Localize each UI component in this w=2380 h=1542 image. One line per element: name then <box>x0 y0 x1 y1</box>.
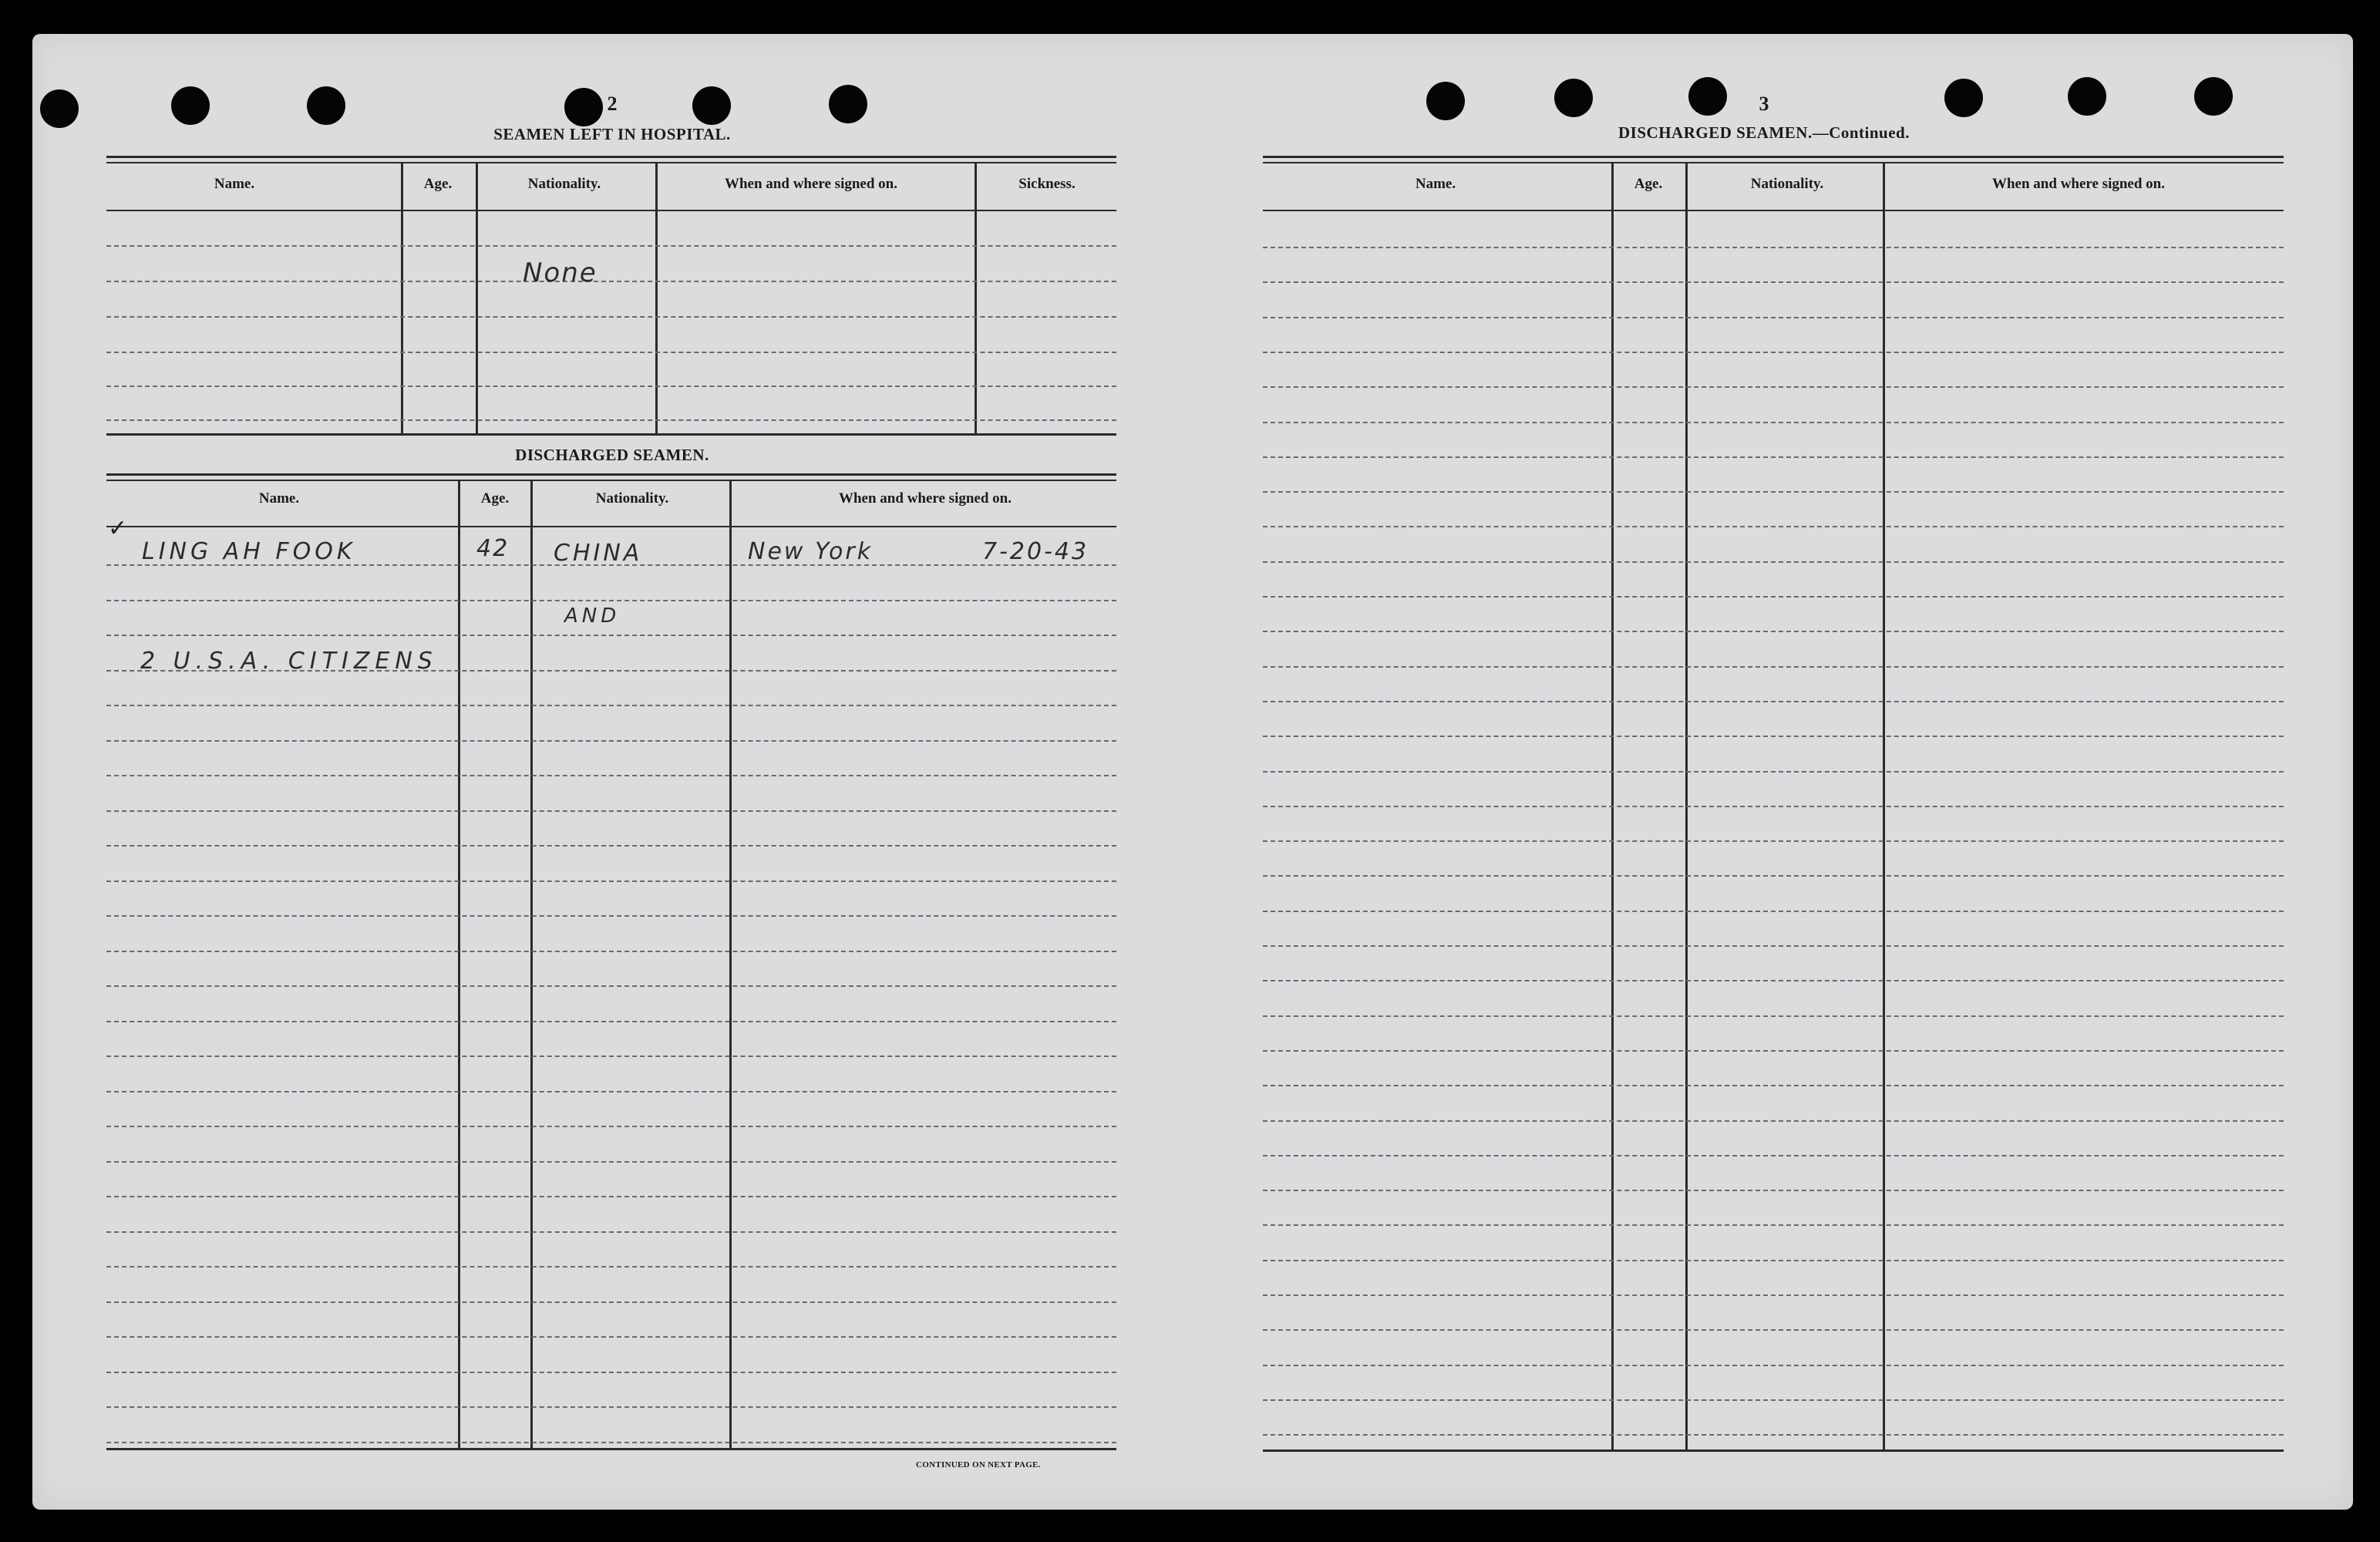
entry-line <box>1263 281 2284 283</box>
entry-line <box>106 1055 1116 1057</box>
col-header-nationality: Nationality. <box>595 490 669 507</box>
entry-line <box>1263 1015 2284 1017</box>
punch-hole <box>1944 79 1983 117</box>
entry-line <box>106 635 1116 636</box>
entry-line <box>106 600 1116 601</box>
entry-line <box>1263 1295 2284 1296</box>
entry-line <box>1263 631 2284 632</box>
rule <box>106 1448 1116 1450</box>
entry-line <box>106 740 1116 742</box>
entry-line <box>106 1196 1116 1197</box>
entry-line <box>1263 1155 2284 1156</box>
rule <box>1263 162 2284 163</box>
entry-line <box>106 1091 1116 1093</box>
page-number: 3 <box>1759 93 1769 115</box>
col-header-age: Age. <box>423 176 453 192</box>
continued-note: CONTINUED ON NEXT PAGE. <box>916 1460 1041 1470</box>
entry-line <box>106 1161 1116 1163</box>
col-header-name: Name. <box>258 490 300 507</box>
entry-line <box>1263 1085 2284 1086</box>
discharged-nationality: CHINA <box>554 540 643 567</box>
column-divider <box>458 480 460 1449</box>
entry-line <box>106 1126 1116 1127</box>
entry-line <box>106 245 1116 247</box>
rule <box>1263 156 2284 158</box>
col-header-name: Name. <box>1415 176 1456 192</box>
col-header-nationality: Nationality. <box>1750 176 1824 192</box>
entry-line <box>106 1301 1116 1303</box>
column-divider <box>655 162 658 433</box>
discharged-nationality: AND <box>564 604 621 628</box>
punch-hole <box>2068 77 2106 116</box>
entry-line <box>1263 945 2284 947</box>
rule <box>106 162 1116 163</box>
entry-line <box>106 281 1116 282</box>
entry-line <box>1263 911 2284 912</box>
discharged-section-title: DISCHARGED SEAMEN. <box>515 446 709 464</box>
entry-line <box>106 985 1116 987</box>
entry-line <box>106 880 1116 882</box>
discharged-name: LING AH FOOK <box>142 538 356 565</box>
entry-line <box>1263 491 2284 493</box>
entry-line <box>106 386 1116 387</box>
rule <box>106 526 1116 527</box>
discharged-signed-on-date: 7-20-43 <box>982 538 1089 565</box>
rule <box>1263 210 2284 211</box>
col-header-name: Name. <box>214 176 255 192</box>
col-header-sickness: Sickness. <box>1018 176 1076 192</box>
entry-line <box>1263 456 2284 458</box>
punch-hole <box>1426 82 1465 120</box>
discharged-note: 2 U.S.A. CITIZENS <box>140 648 438 675</box>
col-header-signed-on: When and where signed on. <box>724 176 898 192</box>
entry-line <box>1263 561 2284 563</box>
column-divider <box>530 480 533 1449</box>
entry-line <box>1263 526 2284 527</box>
entry-line <box>1263 980 2284 981</box>
page-number: 2 <box>607 93 618 115</box>
column-divider <box>729 480 732 1449</box>
entry-line <box>106 1266 1116 1268</box>
entry-line <box>106 1231 1116 1233</box>
rule <box>106 433 1116 436</box>
entry-line <box>106 1021 1116 1022</box>
punch-hole <box>307 86 345 125</box>
entry-line <box>1263 422 2284 423</box>
punch-hole <box>1554 79 1593 117</box>
rule <box>106 473 1116 476</box>
column-divider <box>975 162 977 433</box>
entry-line <box>1263 1190 2284 1191</box>
entry-line <box>1263 1050 2284 1052</box>
entry-line <box>106 705 1116 706</box>
register-sheet <box>32 34 2353 1510</box>
rule <box>106 210 1116 211</box>
hospital-entry-none: None <box>523 258 598 288</box>
entry-line <box>106 951 1116 952</box>
entry-line <box>1263 352 2284 353</box>
entry-line <box>106 915 1116 917</box>
discharged-continued-title: DISCHARGED SEAMEN.—Continued. <box>1618 123 1910 142</box>
entry-line <box>106 775 1116 776</box>
entry-line <box>1263 875 2284 877</box>
hospital-section-title: SEAMEN LEFT IN HOSPITAL. <box>493 125 731 143</box>
punch-hole <box>692 86 731 125</box>
check-mark: ✓ <box>108 515 128 542</box>
discharged-signed-on-place: New York <box>748 538 874 565</box>
entry-line <box>1263 1434 2284 1436</box>
rule <box>106 480 1116 481</box>
punch-hole <box>171 86 210 125</box>
entry-line <box>106 1372 1116 1373</box>
punch-hole <box>564 88 603 126</box>
entry-line <box>106 316 1116 318</box>
entry-line <box>1263 1365 2284 1366</box>
col-header-nationality: Nationality. <box>527 176 601 192</box>
column-divider <box>401 162 403 433</box>
entry-line <box>106 352 1116 353</box>
entry-line <box>1263 386 2284 388</box>
entry-line <box>1263 701 2284 702</box>
entry-line <box>1263 596 2284 598</box>
entry-line <box>1263 840 2284 842</box>
entry-line <box>1263 1224 2284 1226</box>
punch-hole <box>1688 77 1727 116</box>
column-divider <box>476 162 478 433</box>
col-header-signed-on: When and where signed on. <box>838 490 1012 507</box>
col-header-age: Age. <box>1634 176 1663 192</box>
entry-line <box>106 1336 1116 1338</box>
entry-line <box>1263 1329 2284 1331</box>
discharged-age: 42 <box>476 535 510 562</box>
entry-line <box>106 1406 1116 1408</box>
entry-line <box>106 419 1116 421</box>
entry-line <box>106 1442 1116 1443</box>
entry-line <box>1263 666 2284 668</box>
entry-line <box>1263 771 2284 773</box>
rule <box>106 156 1116 158</box>
entry-line <box>106 810 1116 812</box>
punch-hole <box>829 85 867 123</box>
entry-line <box>1263 736 2284 737</box>
punch-hole <box>2194 77 2233 116</box>
entry-line <box>1263 1260 2284 1261</box>
entry-line <box>1263 1120 2284 1122</box>
punch-hole <box>40 89 79 128</box>
entry-line <box>1263 247 2284 248</box>
entry-line <box>1263 806 2284 807</box>
col-header-age: Age. <box>480 490 510 507</box>
rule <box>1263 1449 2284 1452</box>
col-header-signed-on: When and where signed on. <box>1991 176 2166 192</box>
entry-line <box>106 845 1116 847</box>
entry-line <box>1263 1399 2284 1401</box>
entry-line <box>1263 317 2284 318</box>
